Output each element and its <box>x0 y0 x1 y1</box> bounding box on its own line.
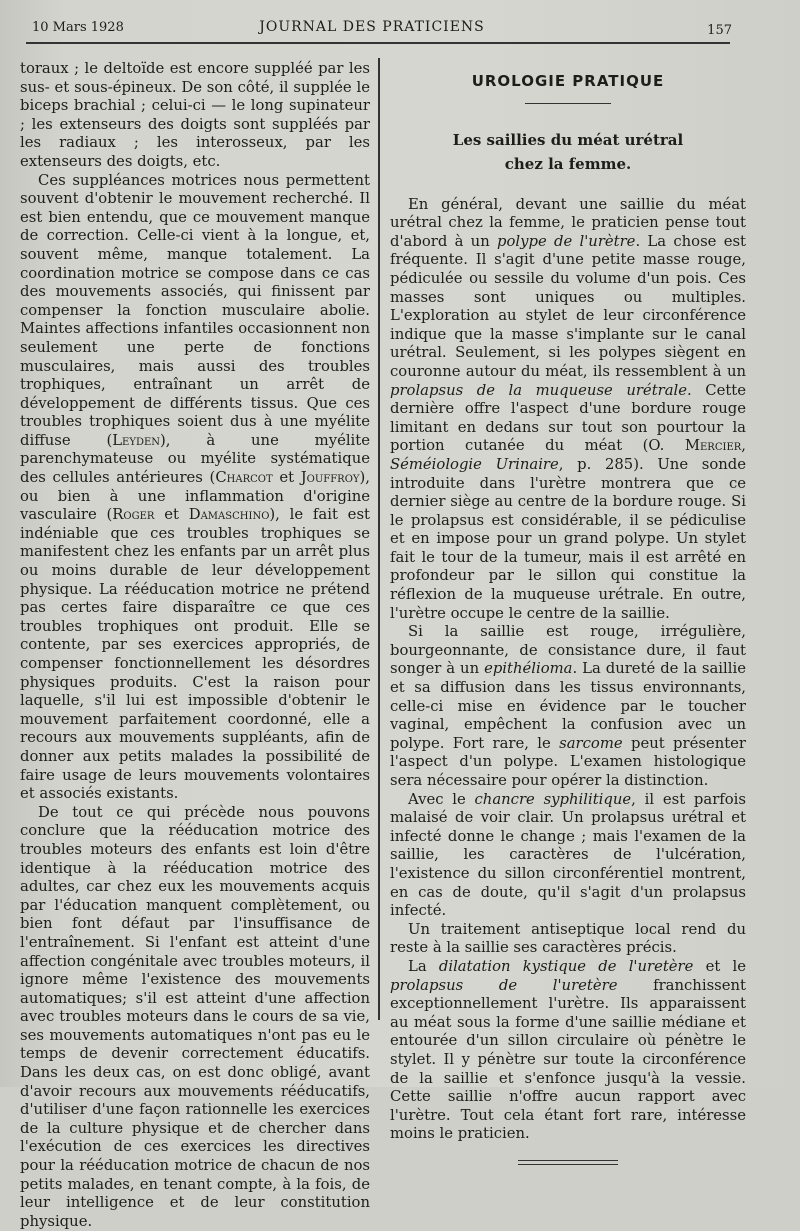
header-rule <box>26 42 730 44</box>
section-title: UROLOGIE PRATIQUE <box>471 72 665 90</box>
right-paragraph-2: Si la saillie est rouge, irrégulière, bourgeonnante, de consistance dure, il faut songer à un epithélioma. La dureté de la saillie et sa diffusion dans les tissus environnants, celle-ci mise en évidence par le toucher vaginal, empêchent la confusion avec un polype. Fort rare, le sarcome peut présenter l'aspect d'un polype. L'examen histologique sera nécessaire pour opérer la distinction. <box>390 623 746 789</box>
right-paragraph-4: Un traitement antiseptique local rend du reste à la saillie ses caractères précis. <box>390 920 746 957</box>
article-end-rule <box>518 1160 618 1161</box>
right-paragraph-1: En général, devant une saillie du méat urétral chez la femme, le praticien pense tout d'abord à un polype de l'urètre. La chose est fréquente. Il s'agit d'une petite masse rouge, pédiculée ou sessile du volume d'un pois. Ces masses sont uniques ou multiples. L'exploration au stylet de leur circonférence indique que la masse s'implante sur le canal urétral. Seulement, si les polypes siègent en couronne autour du méat, ils ressemblent à un prolapsus de la muqueuse urétrale. Cette dernière offre l'aspect d'une bordure rouge limitant en dedans sur tout son pourtour la portion cutanée du méat (O. Mercier, Séméiologie Urinaire, p. 285). Une sonde introduite dans l'urètre montrera que ce dernier siège au centre de la bordure rouge. Si le prolapsus est considérable, il se pédiculise et en impose pour un grand polype. Un stylet fait le tour de la tumeur, mais il est arrêté en profondeur par le sillon qui constitue la réflexion de la muqueuse urétrale. En outre, l'urètre occupe le centre de la saillie. <box>390 195 747 622</box>
page-header <box>32 18 732 42</box>
column-divider <box>378 58 380 1020</box>
article-end-rule-2 <box>518 1164 618 1165</box>
left-column <box>20 60 370 1231</box>
author-jouffroy: Jouffroy <box>300 469 360 487</box>
right-paragraph-5: La dilatation kystique de l'uretère et le prolapsus de l'uretère franchissent exceptionnellement l'urètre. Ils apparaissent au méat sous la forme d'une saillie médiane et entourée d'un sillon circulaire où pénètre le stylet. Il y pénètre sur toute la circonférence de la saillie et s'enfonce jusqu'à la vessie. Cette saillie n'offre aucun rapport avec l'urètre. Tout cela étant fort rare, intéresse moins le praticien. <box>390 957 746 1143</box>
left-paragraph-2: Ces suppléances motrices nous permettent souvent d'obtenir le mouvement recherché. Il est bien entendu, que ce mouvement manque de correction. Celle-ci vient à la longue, et, souvent même, manque totalement. La coordination motrice se compose dans ce cas des mouvements associés, qui finissent par compenser la fonction musculaire abolie. Maintes affections infantiles occasionnent non seulement une perte de fonctions musculaires, mais aussi des troubles trophiques, entraînant un arrêt de développement de différents tissus. Que ces troubles trophiques soient dus à une myélite diffuse (Leyden), à une myélite parenchymateuse ou myélite systématique des cellules antérieures (Charcot et Jouffroy), ou bien à une inflammation d'origine vasculaire (Roger et Damaschino), le fait est indéniable que ces troubles trophiques se manifestent chez les enfants par un arrêt plus ou moins durable de leur développement physique. La rééducation motrice ne prétend pas certes faire disparaître ce que ces troubles trophiques ont produit. Elle se contente, par ses exercices appropriés, de compenser fonctionnellement les désordres physiques produits. C'est la raison pour laquelle, s'il lui est impossible d'obtenir le mouvement parfaitement coordonné, elle a recours aux mouvements suppléants, afin de donner aux petits malades la possibilité de faire usage de leurs mouvements volontaires et associés existants. <box>20 171 370 803</box>
right-paragraph-3: Avec le chancre syphilitique, il est parfois malaisé de voir clair. Un prolapsus urétral et infecté donne le change ; mais l'examen de la saillie, les caractères de l'ulcération, l'existence du sillon circonférentiel montrent, en cas de doute, qu'il s'agit d'un prolapsus infecté. <box>390 790 746 920</box>
article-title: Les saillies du méat urétral chez la femme. <box>452 130 684 173</box>
author-leyden: Leyden <box>112 431 161 449</box>
author-roger: Roger <box>112 506 155 524</box>
right-column <box>390 72 746 1165</box>
left-paragraph-3: De tout ce qui précède nous pouvons conclure que la rééducation motrice des troubles moteurs des enfants est loin d'être identique à la rééducation motrice des adultes, car chez eux les mouvements acquis par l'éducation manquent complètement, ou bien font défaut par l'insuffisance de l'entraînement. Si l'enfant est atteint d'une affection congénitale avec troubles moteurs, il ignore même l'existence des mouvements automatiques; s'il est atteint d'une affection avec troubles moteurs dans le cours de sa vie, ses mouvements automatiques n'ont pas eu le temps de devenir correctement éducatifs. Dans les deux cas, on est donc obligé, avant d'avoir recours aux mouvements rééducatifs, d'utiliser d'une façon rationnelle les exercices de la culture physique et de chercher dans l'exécution de ces exercices les directives pour la rééducation motrice de chacun de nos petits malades, en tenant compte, à la fois, de leur intelligence et de leur constitution physique. <box>20 803 370 1230</box>
author-mercier: Mercier <box>684 437 742 455</box>
header-page-number: 157 <box>707 23 732 38</box>
left-paragraph-1: toraux ; le deltoïde est encore suppléé par les sus- et sous-épineux. De son côté, il supplée le biceps brachial ; celui-ci — le long supinateur ; les extenseurs des doigts sont suppléés par les radiaux ; les interosseux, par les extenseurs des doigts, etc. <box>20 60 370 170</box>
author-damaschino: Damaschino <box>188 506 270 524</box>
header-date: 10 Mars 1928 <box>32 20 124 35</box>
author-charcot: Charcot <box>215 469 273 487</box>
section-title-rule <box>525 103 611 104</box>
header-journal-title: JOURNAL DES PRATICIENS <box>259 19 485 35</box>
